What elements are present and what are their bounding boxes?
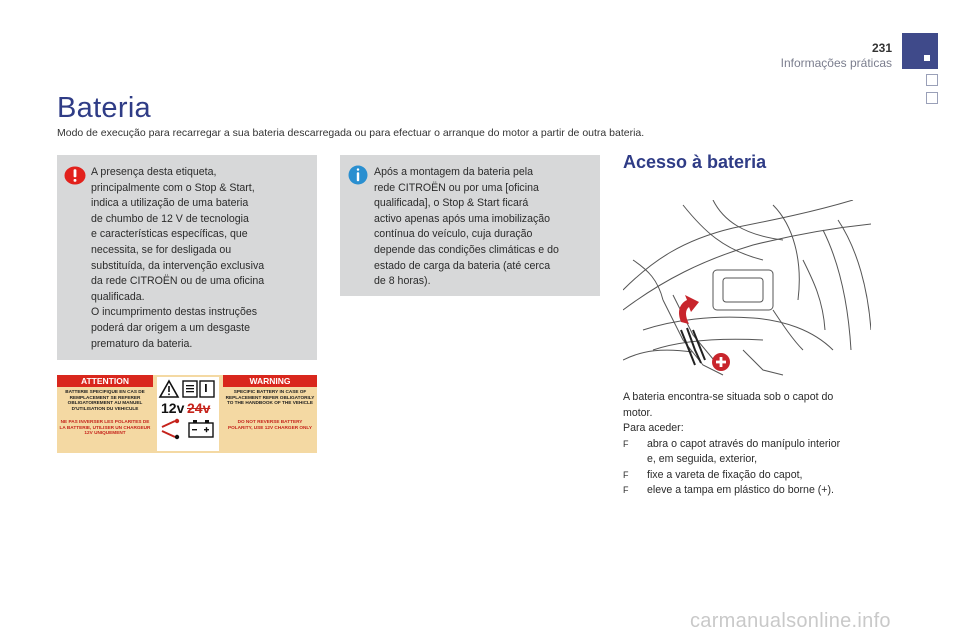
bullet-icon: F [623,485,629,495]
chapter-tab[interactable] [902,33,938,69]
page-subtitle: Modo de execução para recarregar a sua bateria descarregada ou para efectuar o arranque do motor a partir de outra bateria. [57,127,645,139]
info-line: qualificada], o Stop & Start ficará [374,197,529,210]
page-title: Bateria [57,92,151,124]
tab-marker [924,55,930,61]
access-step [623,437,883,468]
warning-box [57,155,317,360]
label-attention: ATTENTION [80,376,129,386]
info-line: contínua do veículo, cuja duração [374,228,533,241]
warning-line: O incumprimento destas instruções [91,306,258,319]
warning-line: de chumbo de 12 V de tecnologia [91,212,249,225]
info-box [340,155,600,296]
access-step-line: eleve a tampa em plástico do borne (+). [647,484,834,496]
battery-label-image [57,375,317,453]
access-intro: motor. [623,406,653,419]
access-step-line: e, em seguida, exterior, [647,453,758,465]
warning-line: da rede CITROËN ou de uma oficina [91,275,265,288]
chapter-tab-outline-1[interactable] [926,74,938,86]
warning-line: principalmente com o Stop & Start, [91,181,255,194]
warning-line: necessita, se for desligada ou [91,243,232,256]
page-number: 231 [871,41,892,55]
warning-text [91,165,307,352]
info-line: rede CITROËN ou por uma [oficina [374,181,539,194]
access-instructions [623,390,883,499]
label-en-warning: DO NOT REVERSE BATTERY POLARITY, USE 12V CHARGER ONLY [228,419,312,430]
warning-line: poderá dar origem a um desgaste [91,321,250,334]
info-line: depende das condições climáticas e do [374,243,559,256]
battery-location-photo [623,200,871,380]
warning-line: substituída, da intervenção exclusiva [91,259,265,272]
access-heading: Acesso à bateria [623,152,767,172]
chapter-tab-outline-2[interactable] [926,92,938,104]
info-line: de 8 horas). [374,275,431,288]
bullet-icon: F [623,469,629,480]
warning-line: qualificada. [91,290,145,303]
warning-line: indica a utilização de uma bateria [91,197,249,210]
access-lead: Para aceder: [623,422,684,434]
access-intro: A bateria encontra-se situada sob o capot do [623,391,834,403]
label-fr-text: BATTERIE SPECIFIQUE EN CAS DE REMPLACEMENT SE REFERER OBLIGATOIREMENT AU MANUEL D'UTILISATION DU VEHICULE [65,389,145,411]
info-line: estado de carga da bateria (até cerca [374,259,551,272]
access-step-line: abra o capot através do manípulo interior [647,437,841,450]
label-12v: 12v [161,400,185,416]
label-24v: 24v [187,400,211,416]
info-icon [348,165,368,185]
label-fr-warning: NE PAS INVERSER LES POLARITES DE LA BATTERIE, UTILISER UN CHARGEUR 12V UNIQUEMENT [59,419,151,435]
label-en-text: SPECIFIC BATTERY IN CASE OF REPLACEMENT REFER OBLIGATORILY TO THE HANDBOOK OF THE VEHICLE [225,389,315,405]
info-line: activo apenas após uma imobilização [374,212,551,225]
warning-line: prematuro da bateria. [91,337,193,350]
watermark: carmanualsonline.info [690,610,891,632]
warning-line: A presença desta etiqueta, [91,166,217,178]
access-step-line: fixe a vareta de fixação do capot, [647,468,803,481]
warning-exclamation-icon [64,166,86,185]
info-text [374,165,590,290]
bullet-icon: F [623,438,629,449]
section-name: Informações práticas [780,56,892,70]
access-step [623,483,883,499]
info-line: Após a montagem da bateria pela [374,166,534,178]
label-warning: WARNING [249,376,291,386]
access-step [623,468,883,484]
warning-line: e características específicas, que [91,228,248,241]
